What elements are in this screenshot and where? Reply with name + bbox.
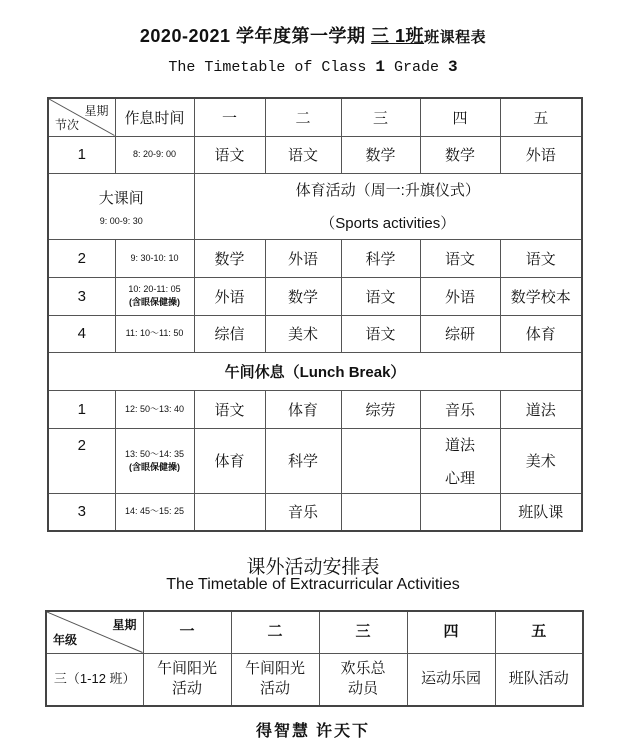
activity-line: 动员 [347,680,378,698]
time-range: 13: 50～14: 35 [124,448,185,459]
subject-cell: 语文 [420,239,500,277]
weekday-axis-label: 星期 [112,618,137,632]
day-header: 二 [265,98,341,136]
period-cell: 2 [48,428,115,493]
day-header: 二 [231,611,319,653]
break-cell [48,173,194,239]
activity-cell [231,653,319,706]
day-header: 一 [143,611,231,653]
activity-cell [143,653,231,706]
subject-cell: 数学 [341,136,420,173]
subject-cell: 体育 [265,390,341,428]
header-row [46,611,583,653]
subject-cell: 语文 [194,136,265,173]
subject-cell: 外语 [420,277,500,315]
subject-cell: 数学 [265,277,341,315]
subject-cell: 科学 [265,428,341,493]
subject-cell: 道法 [500,390,582,428]
activity-line: 活动 [259,680,290,698]
time-cell [115,428,194,493]
extracurricular-table [45,610,584,707]
subject-cell: 音乐 [265,493,341,531]
activity-line: 午间阳光 [244,660,305,678]
period-cell: 1 [48,390,115,428]
day-header: 五 [495,611,583,653]
activity-line: 运动乐园 [420,670,481,688]
class-timetable [47,97,583,532]
break-row [48,173,582,239]
activity-cell [407,653,495,706]
time-note: (含眼保健操) [129,461,180,472]
table-row [46,653,583,706]
corner-cell [46,611,143,653]
grade-cell: 三（1-12 班） [46,653,143,706]
subject-cell [420,493,500,531]
subject-cell: 外语 [265,239,341,277]
table-row [48,493,582,531]
subject-cell: 语文 [194,390,265,428]
subject-cell: 班队课 [500,493,582,531]
weekday-axis-label: 星期 [84,104,109,118]
day-header: 五 [500,98,582,136]
extracurricular-title: 课外活动安排表 [246,557,380,578]
day-header: 四 [420,98,500,136]
corner-cell [48,98,115,136]
subject-cell [194,493,265,531]
subject-cell: 美术 [500,428,582,493]
school-motto: 得智慧 许天下 [255,723,370,740]
time-cell: 14: 45～15: 25 [115,493,194,531]
time-cell: 9: 30-10: 10 [115,239,194,277]
subject-cell: 语文 [265,136,341,173]
subject-cell: 语文 [341,315,420,352]
subject-cell: 科学 [341,239,420,277]
subject-cell: 外语 [194,277,265,315]
subject-cell: 语文 [341,277,420,315]
time-range: 10: 20-11: 05 [128,284,181,294]
break-label: 大课间 [98,189,144,207]
table-row [48,239,582,277]
subject-cell: 综劳 [341,390,420,428]
time-header: 作息时间 [115,98,194,136]
subject-cell: 体育 [500,315,582,352]
activity-line: 欢乐总 [340,660,386,678]
day-header: 四 [407,611,495,653]
table-row [48,315,582,352]
break-activity: 体育活动（周一:升旗仪式） [295,182,480,199]
subject-cell: 数学 [194,239,265,277]
table-row [48,277,582,315]
lunch-row [48,352,582,390]
time-note: (含眼保健操) [129,297,180,307]
time-cell [115,277,194,315]
period-cell: 4 [48,315,115,352]
time-cell: 11: 10～11: 50 [115,315,194,352]
table-row [48,428,582,493]
time-cell: 8: 20-9: 00 [115,136,194,173]
timetable-subtitle: The Timetable of Class 1 Grade 3 [168,58,458,76]
day-header: 三 [341,98,420,136]
table-row [48,390,582,428]
break-time: 9: 00-9: 30 [99,215,143,226]
subject-cell [341,493,420,531]
period-cell: 3 [48,277,115,315]
activity-cell [495,653,583,706]
subject-cell: 美术 [265,315,341,352]
day-header: 三 [319,611,407,653]
day-header: 一 [194,98,265,136]
subject-cell: 数学校本 [500,277,582,315]
header-row [48,98,582,136]
subject-cell: 数学 [420,136,500,173]
activity-line: 活动 [171,680,202,698]
subject-cell [341,428,420,493]
subject-cell: 外语 [500,136,582,173]
subject-cell: 体育 [194,428,265,493]
lunch-break-cell: 午间休息（Lunch Break） [48,352,582,390]
period-cell: 3 [48,493,115,531]
period-cell: 2 [48,239,115,277]
timetable-title: 2020-2021 学年度第一学期 三 1班班课程表 [139,26,487,46]
time-cell: 12: 50～13: 40 [115,390,194,428]
period-axis-label: 节次 [55,117,80,132]
extracurricular-title-en: The Timetable of Extracurricular Activities [166,576,460,593]
subject-cell: 综信 [194,315,265,352]
table-row [48,136,582,173]
subject-cell: 音乐 [420,390,500,428]
break-activity-en: （Sports activities） [320,215,456,232]
subject-line: 心理 [444,469,475,487]
subject-cell: 语文 [500,239,582,277]
activity-line: 班队活动 [508,670,569,688]
break-activity-cell [194,173,582,239]
period-cell: 1 [48,136,115,173]
subject-cell: 综研 [420,315,500,352]
activity-line: 午间阳光 [156,660,217,678]
subject-cell [420,428,500,493]
subject-line: 道法 [444,436,475,454]
activity-cell [319,653,407,706]
grade-axis-label: 年级 [53,632,78,647]
